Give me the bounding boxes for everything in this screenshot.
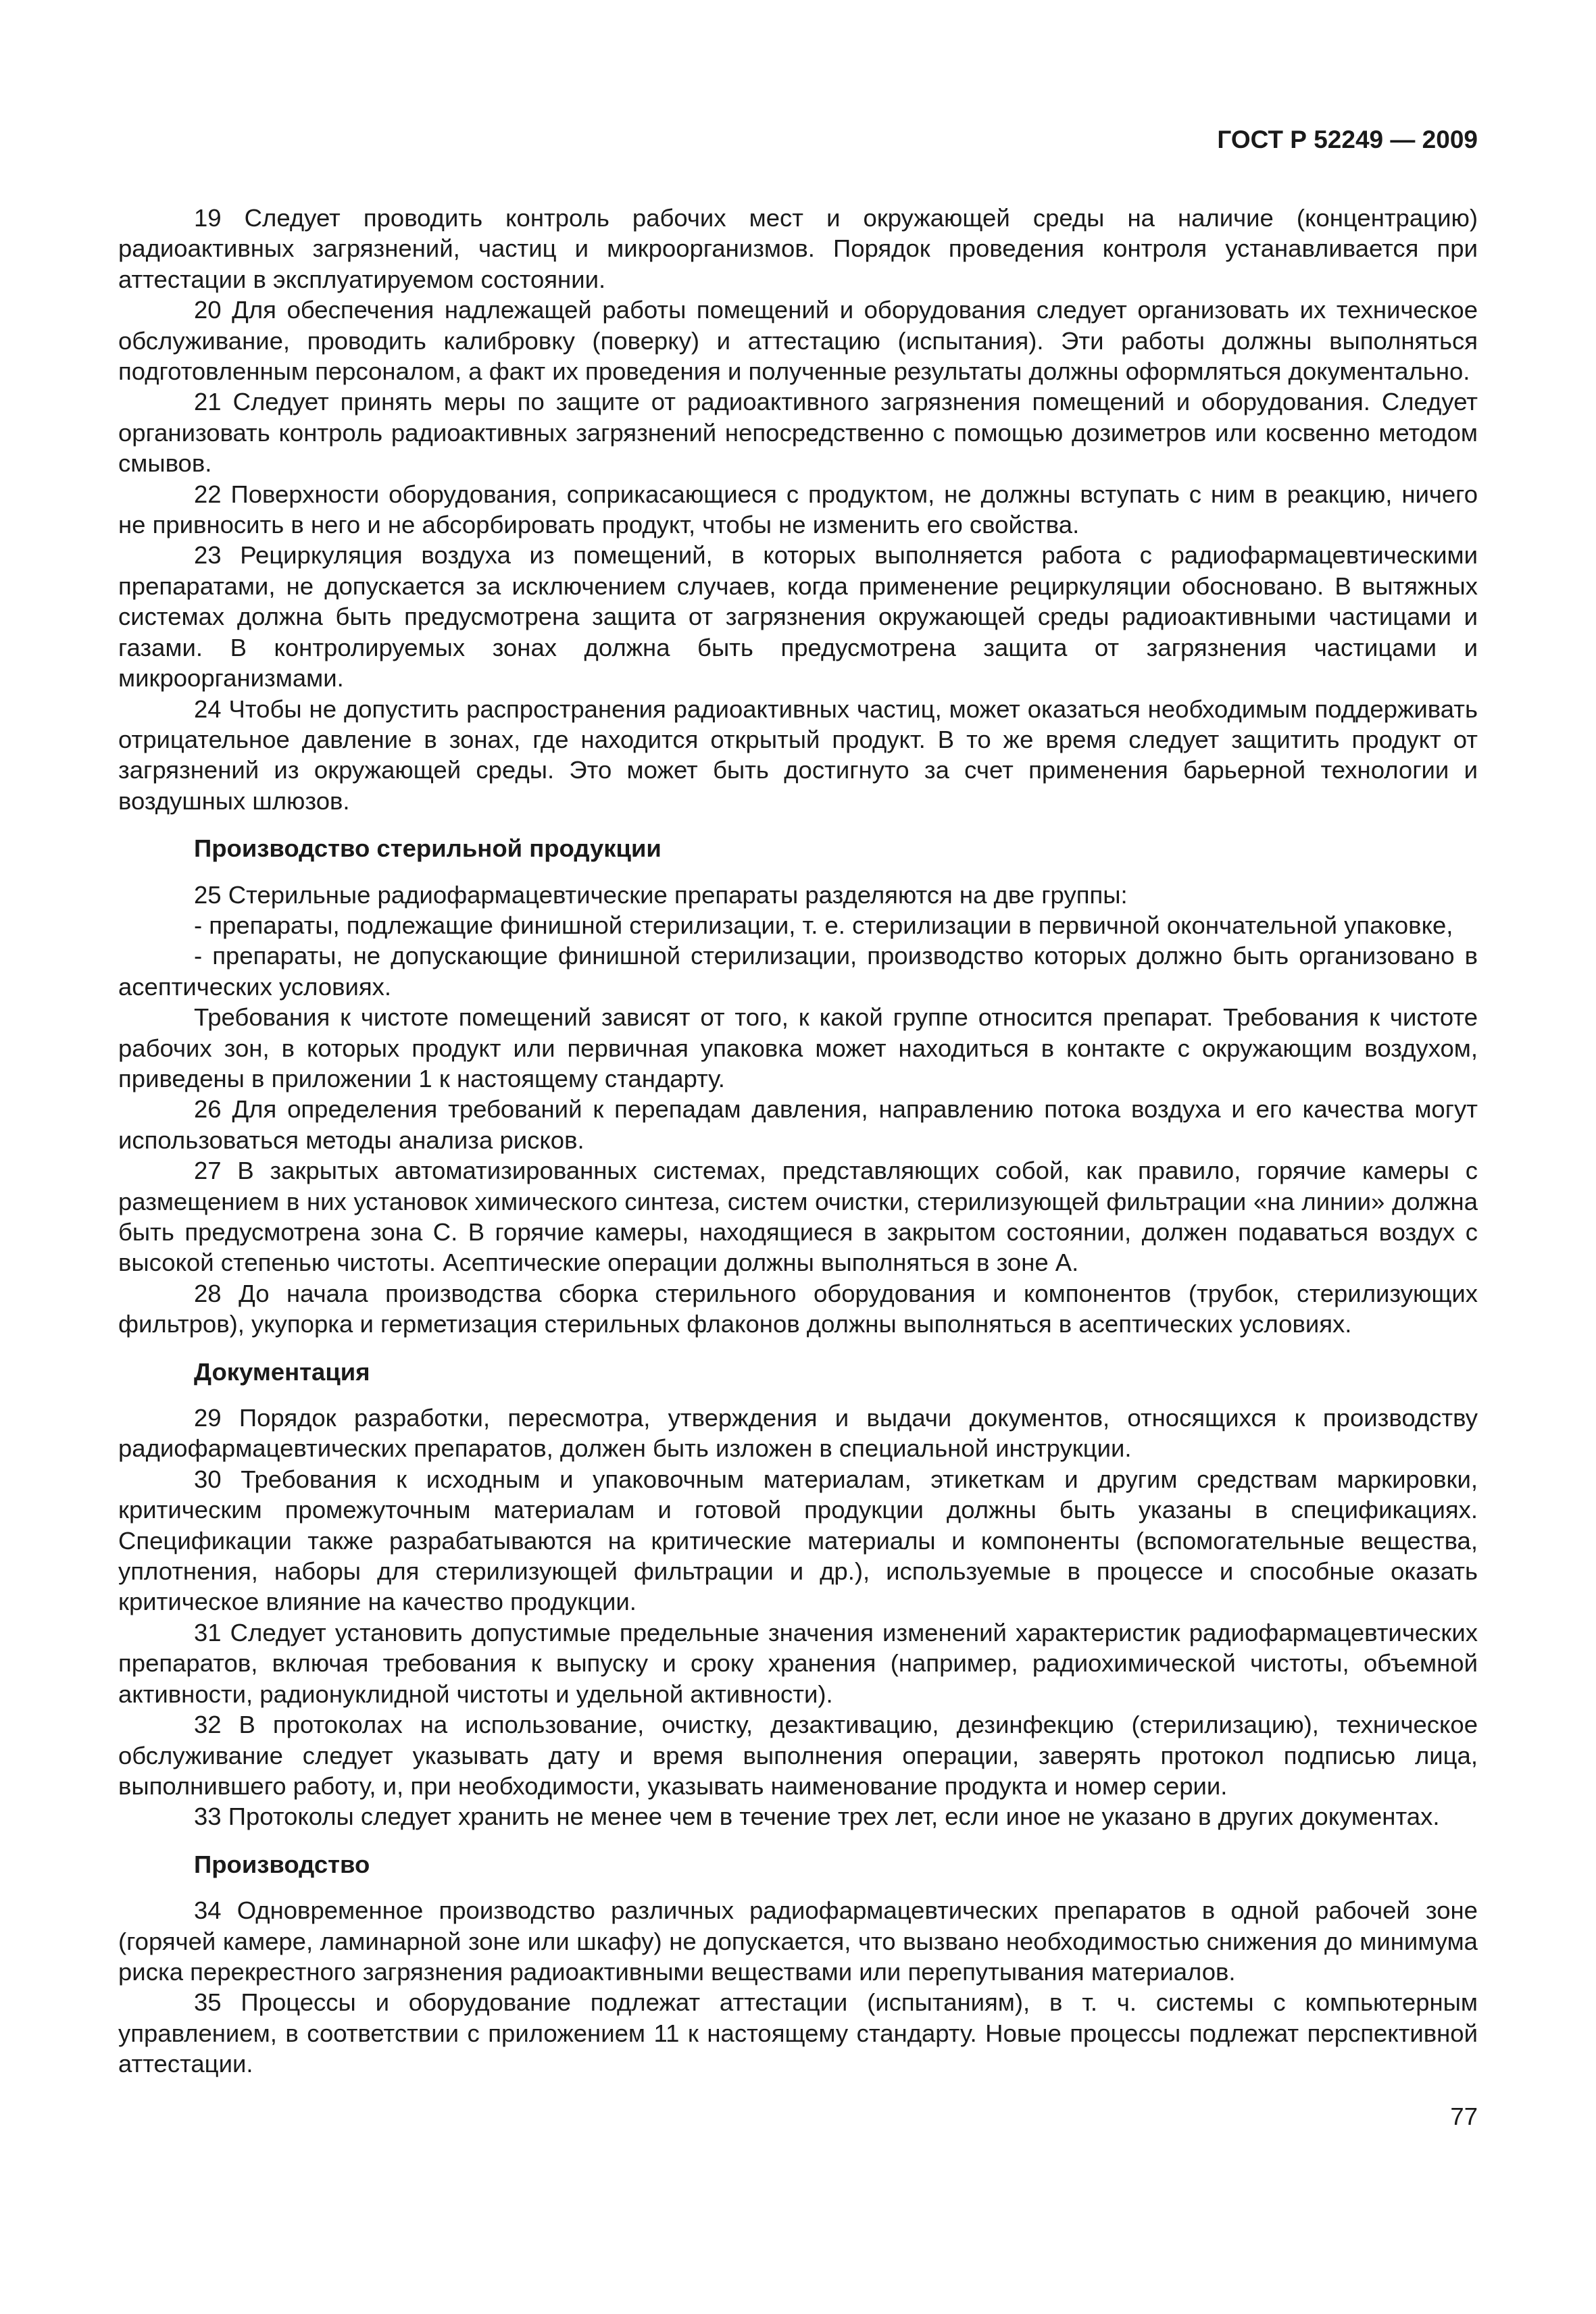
paragraph: 31 Следует установить допустимые предельные значения изменений характеристик радиофармацевтических препаратов, включая требования к выпуску и сроку хранения (например, радиохимической чистоты, объемной активности, радионуклидной чистоты и удельной активности).: [118, 1618, 1478, 1708]
paragraph: - препараты, подлежащие финишной стерилизации, т. е. стерилизации в первичной окончательной упаковке,: [194, 911, 1453, 939]
paragraph: 27 В закрытых автоматизированных системах, представляющих собой, как правило, горячие камеры с размещением в них установок химического синтеза, систем очистки, стерилизующей фильтрации «на линии» должна быть предусмотрена зона С. В горячие камеры, находящиеся в закрытом состоянии, должен подаваться воздух с высокой степенью чистоты. Асептические операции должны выполняться в зоне А.: [118, 1157, 1478, 1277]
paragraph: 35 Процессы и оборудование подлежат аттестации (испытаниям), в т. ч. системы с компьютерным управлением, в соответствии с приложением 11 к настоящему стандарту. Новые процессы подлежат перспективной аттестации.: [118, 1988, 1478, 2078]
section-heading: Производство стерильной продукции: [194, 834, 662, 863]
paragraph: 23 Рециркуляция воздуха из помещений, в которых выполняется работа с радиофармацевтическими препаратами, не допускается за исключением случаев, когда применение рециркуляции обосновано. В вытяжных системах должна быть предусмотрена защита от загрязнения окружающей среды радиоактивными частицами и газами. В контролируемых зонах должна быть предусмотрена защита от загрязнения частицами и микроорганизмами.: [118, 541, 1478, 693]
paragraph: 28 До начала производства сборка стерильного оборудования и компонентов (трубок, стерилизующих фильтров), укупорка и герметизация стерильных флаконов должны выполняться в асептических условиях.: [118, 1279, 1478, 1338]
paragraph: 30 Требования к исходным и упаковочным материалам, этикеткам и другим средствам маркировки, критическим промежуточным материалам и готовой продукции должны быть указаны в спецификациях. Спецификации также разрабатываются на критические материалы и компоненты (вспомогательные вещества, уплотнения, наборы для стерилизующей фильтрации и др.), используемые в процессе и способные оказать критическое влияние на качество продукции.: [118, 1465, 1478, 1616]
paragraph: 19 Следует проводить контроль рабочих мест и окружающей среды на наличие (концентрацию) радиоактивных загрязнений, частиц и микроорганизмов. Порядок проведения контроля устанавливается при аттестации в эксплуатируемом состоянии.: [118, 204, 1478, 293]
section-heading: Документация: [194, 1357, 370, 1386]
document-body: [118, 203, 1478, 2080]
paragraph: - препараты, не допускающие финишной стерилизации, производство которых должно быть организовано в асептических условиях.: [118, 942, 1478, 1001]
paragraph: 21 Следует принять меры по защите от радиоактивного загрязнения помещений и оборудования. Следует организовать контроль радиоактивных загрязнений непосредственно с помощью дозиметров или косвенно методом смывов.: [118, 388, 1478, 478]
paragraph: 22 Поверхности оборудования, соприкасающиеся с продуктом, не должны вступать с ним в реакцию, ничего не привносить в него и не абсорбировать продукт, чтобы не изменить его свойства.: [118, 480, 1478, 539]
paragraph: 20 Для обеспечения надлежащей работы помещений и оборудования следует организовать их техническое обслуживание, проводить калибровку (поверку) и аттестацию (испытания). Эти работы должны выполняться подготовленным персоналом, а факт их проведения и полученные результаты должны оформляться документально.: [118, 296, 1478, 386]
paragraph: 34 Одновременное производство различных радиофармацевтических препаратов в одной рабочей зоне (горячей камере, ламинарной зоне или шкафу) не допускается, что вызвано необходимостью снижения до минимума риска перекрестного загрязнения радиоактивными веществами или перепутывания материалов.: [118, 1896, 1478, 1986]
paragraph: 33 Протоколы следует хранить не менее чем в течение трех лет, если иное не указано в других документах.: [194, 1803, 1440, 1831]
paragraph: 29 Порядок разработки, пересмотра, утверждения и выдачи документов, относящихся к производству радиофармацевтических препаратов, должен быть изложен в специальной инструкции.: [118, 1404, 1478, 1463]
paragraph: 26 Для определения требований к перепадам давления, направлению потока воздуха и его качества могут использоваться методы анализа рисков.: [118, 1095, 1478, 1154]
paragraph: Требования к чистоте помещений зависят от того, к какой группе относится препарат. Требования к чистоте рабочих зон, в которых продукт или первичная упаковка может находиться в контакте с окружающим воздухом, приведены в приложении 1 к настоящему стандарту.: [118, 1003, 1478, 1092]
standard-id-header: ГОСТ Р 52249 — 2009: [1217, 126, 1478, 153]
paragraph: 32 В протоколах на использование, очистку, дезактивацию, дезинфекцию (стерилизацию), техническое обслуживание следует указывать дату и время выполнения операции, заверять протокол подписью лица, выполнившего работу, и, при необходимости, указывать наименование продукта и номер серии.: [118, 1711, 1478, 1800]
section-heading: Производство: [194, 1850, 370, 1878]
paragraph: 25 Стерильные радиофармацевтические препараты разделяются на две группы:: [194, 880, 1128, 909]
paragraph: 24 Чтобы не допустить распространения радиоактивных частиц, может оказаться необходимым поддерживать отрицательное давление в зонах, где находится открытый продукт. В то же время следует защитить продукт от загрязнений из окружающей среды. Это может быть достигнуто за счет применения барьерной технологии и воздушных шлюзов.: [118, 695, 1478, 815]
page-number: 77: [1450, 2103, 1478, 2130]
